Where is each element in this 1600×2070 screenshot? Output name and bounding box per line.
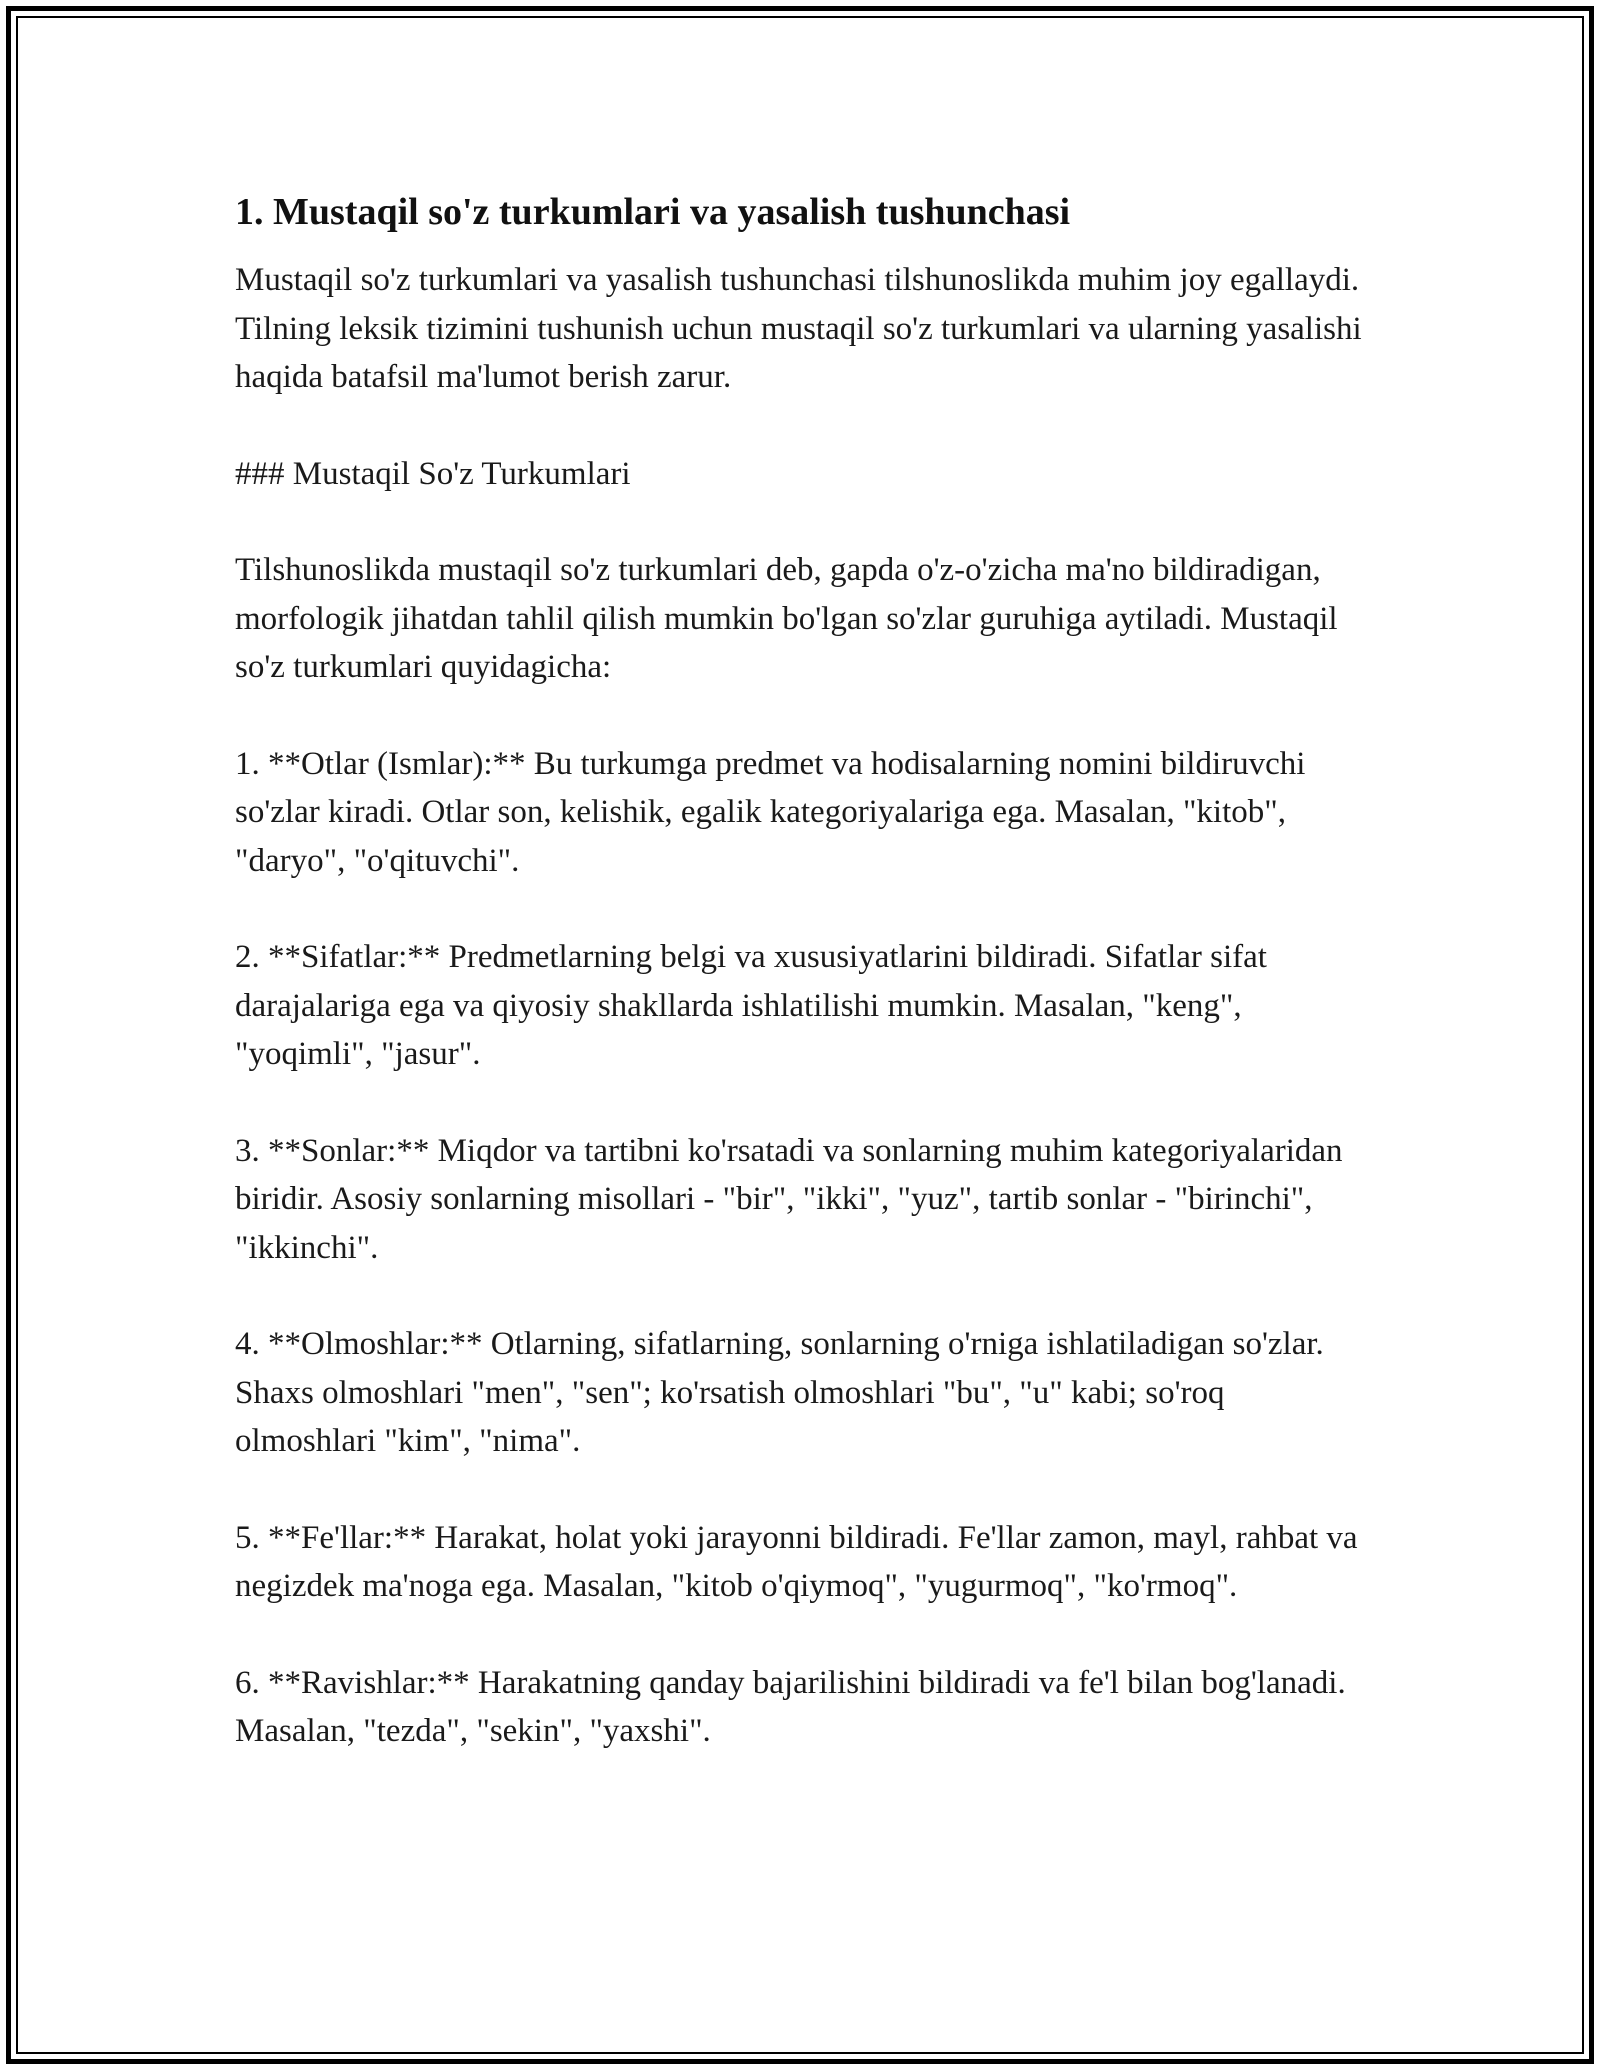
list-item-sonlar: 3. **Sonlar:** Miqdor va tartibni ko'rsatadi va sonlarning muhim kategoriyalaridan biridir. Asosiy sonlarning misollari - "bir", "ikki", "yuz", tartib sonlar - "birinchi", "ikkinchi". xyxy=(235,1132,1343,1266)
section-heading: ### Mustaqil So'z Turkumlari xyxy=(235,455,631,492)
document-body xyxy=(235,188,1365,1756)
list-item-sifatlar: 2. **Sifatlar:** Predmetlarning belgi va xususiyatlarini bildiradi. Sifatlar sifat darajalariga ega va qiyosiy shakllarda ishlatilishi mumkin. Masalan, "keng", "yoqimli", "jasur". xyxy=(235,939,1267,1072)
list-item-otlar: 1. **Otlar (Ismlar):** Bu turkumga predmet va hodisalarning nomini bildiruvchi so'zlar kiradi. Otlar son, kelishik, egalik kategoriyalariga ega. Masalan, "kitob", "daryo", "o'qituvchi". xyxy=(235,745,1306,879)
list-item-fellar: 5. **Fe'llar:** Harakat, holat yoki jarayonni bildiradi. Fe'llar zamon, mayl, rahbat va negizdek ma'noga ega. Masalan, "kitob o'qiymoq", "yugurmoq", "ko'rmoq". xyxy=(235,1519,1358,1604)
list-item-ravishlar: 6. **Ravishlar:** Harakatning qanday bajarilishini bildiradi va fe'l bilan bog'lanadi. Masalan, "tezda", "sekin", "yaxshi". xyxy=(235,1664,1346,1749)
list-item-olmoshlar: 4. **Olmoshlar:** Otlarning, sifatlarning, sonlarning o'rniga ishlatiladigan so'zlar. Shaxs olmoshlari "men", "sen"; ko'rsatish olmoshlari "bu", "u" kabi; so'roq olmoshlari "kim", "nima". xyxy=(235,1326,1324,1459)
document-title: 1. Mustaqil so'z turkumlari va yasalish tushunchasi xyxy=(235,191,1071,233)
intro-paragraph: Mustaqil so'z turkumlari va yasalish tushunchasi tilshunoslikda muhim joy egallaydi. Tilning leksik tizimini tushunish uchun mustaqil so'z turkumlari va ularning yasalishi haqida batafsil ma'lumot berish zarur. xyxy=(235,262,1362,395)
definition-paragraph: Tilshunoslikda mustaqil so'z turkumlari deb, gapda o'z-o'zicha ma'no bildiradigan, morfologik jihatdan tahlil qilish mumkin bo'lgan so'zlar guruhiga aytiladi. Mustaqil so'z turkumlari quyidagicha: xyxy=(235,552,1338,685)
